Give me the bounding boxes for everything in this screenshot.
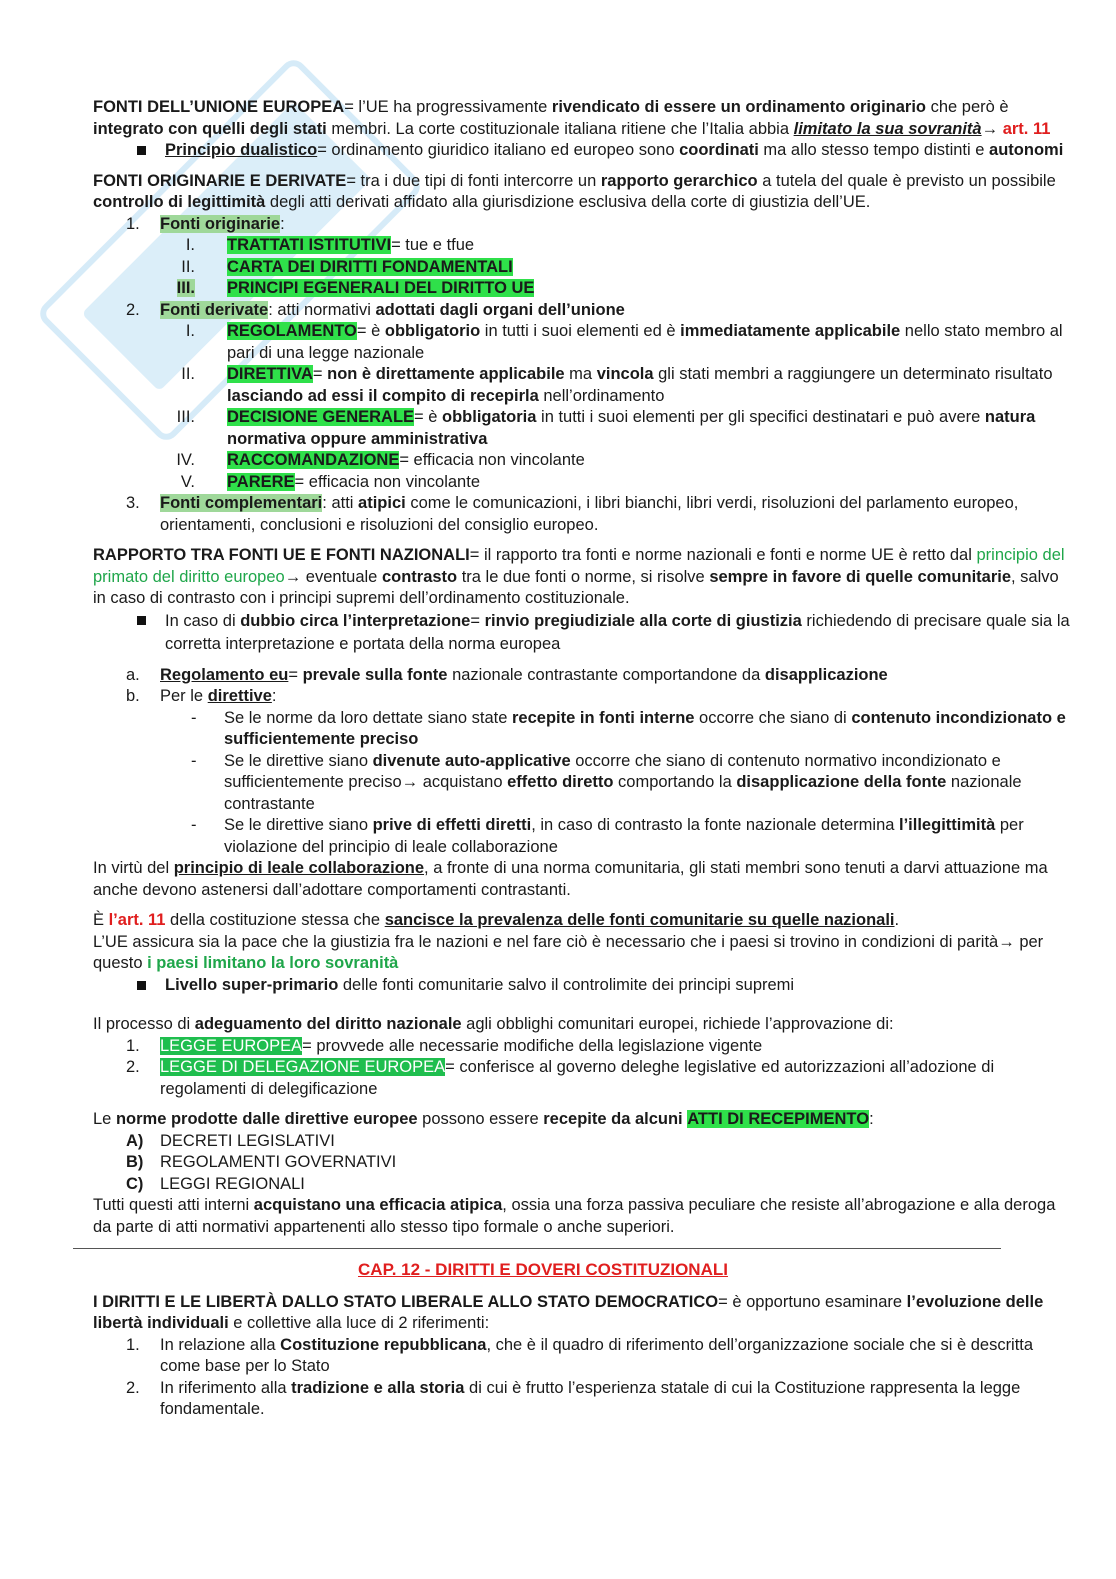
text: In riferimento alla [160, 1378, 292, 1397]
text: sempre in favore di quelle comunitarie [709, 567, 1012, 586]
text: l’illegittimità [899, 816, 996, 834]
text: Se le norme da loro dettate siano state [224, 708, 513, 727]
text: nazionale contrastante comportandone da [447, 665, 765, 684]
text: immediatamente applicabile [680, 322, 901, 340]
text: richiedendo di precisare quale sia la corretta interpretazione e portata della norma europea [165, 611, 1070, 653]
list-item [93, 450, 1073, 472]
bullet-item [93, 610, 1073, 656]
list-number: II. [181, 365, 195, 383]
list-item [93, 1036, 1073, 1058]
text: rivendicato di essere un ordinamento originario [551, 98, 926, 116]
text: = efficacia non vincolante [294, 472, 480, 491]
list-item [93, 1335, 1073, 1378]
text: . [894, 911, 900, 929]
list-item [93, 472, 1073, 494]
text: , salvo in caso di contrasto con i principi supremi dell’ordinamento costituzionale. [93, 567, 1059, 607]
text: PRINCIPI EGENERALI DEL DIRITTO UE [227, 279, 535, 297]
text: = conferisce al governo deleghe legislative ed autorizzazioni all’adozione di regolamenti di delegificazione [160, 1058, 995, 1098]
list-item [93, 493, 1073, 536]
text: come le comunicazioni, i libri bianchi, libri verdi, risoluzioni del parlamento europeo, orientamenti, conclusioni e risoluzioni del consiglio europeo. [160, 494, 1019, 534]
list-item [93, 1378, 1073, 1421]
horizontal-divider [73, 1248, 1001, 1249]
text: nell’ordinamento [538, 386, 665, 405]
text: in tutti i suoi elementi per gli specifici destinatari e può avere [536, 408, 985, 426]
text: disapplicazione [764, 665, 888, 684]
text: direttive [207, 687, 272, 705]
article-ref: l’art. 11 [108, 911, 166, 929]
list-item [93, 1174, 1073, 1196]
text: divenute auto-applicative [372, 751, 571, 770]
list-number: 1. [126, 1335, 140, 1354]
text: REGOLAMENTI GOVERNATIVI [160, 1153, 397, 1171]
paragraph-leale-collaborazione [93, 858, 1073, 901]
text: prive di effetti diretti [372, 816, 532, 834]
text: Fonti complementari [160, 494, 323, 512]
text: Regolamento eu [160, 665, 289, 684]
text: comportando la [613, 773, 737, 791]
dash-item [93, 708, 1073, 751]
text: non è direttamente applicabile [327, 365, 565, 383]
text: recepite in fonti interne [512, 708, 695, 727]
text: , ossia una forza passiva peculiare che resiste all’abrogazione e alla deroga da parte di atti normativi appartenenti allo stesso tipo formale o anche superiori. [93, 1196, 1056, 1236]
text: autonomi [989, 141, 1064, 159]
text: = il rapporto tra fonti e norme nazionali e fonti e norme UE è retto dal [469, 546, 977, 564]
list-item [93, 364, 1073, 407]
text: adeguamento del diritto nazionale [194, 1015, 462, 1033]
text: coordinati [679, 141, 759, 159]
list-item [93, 300, 1073, 322]
text: TRATTATI ISTITUTIVI [227, 236, 392, 254]
paragraph-ue-pace [93, 932, 1073, 975]
text: In relazione alla [160, 1335, 281, 1354]
text: l’evoluzione delle libertà individuali [93, 1292, 1044, 1332]
text: occorre che siano di contenuto normativo incondizionato e sufficientemente preciso→ acquistano [224, 751, 1001, 791]
list-number: IV. [176, 451, 195, 469]
paragraph-efficacia-atipica [93, 1195, 1073, 1238]
text: atipici [358, 494, 406, 512]
list-item [93, 214, 1073, 236]
text: ma [564, 365, 597, 383]
text: i paesi limitano la loro sovranità [147, 954, 399, 972]
paragraph-fonti-ue [93, 97, 1073, 140]
text: Costituzione repubblicana [280, 1335, 487, 1354]
paragraph-diritti-liberta [93, 1292, 1073, 1335]
text: , in caso di contrasto la fonte nazionale determina [531, 816, 900, 834]
list-number: 2. [126, 1378, 140, 1397]
list-item [93, 235, 1073, 257]
text: Tutti questi atti interni [93, 1196, 254, 1214]
text: membri. La corte costituzionale italiana ritiene che l’Italia abbia [326, 119, 794, 138]
list-number: 1. [126, 214, 140, 233]
text: vincola [596, 365, 654, 383]
list-letter: b. [126, 687, 140, 705]
list-item [93, 1057, 1073, 1100]
list-number: 2. [126, 1058, 140, 1076]
paragraph-fonti-originarie [93, 171, 1073, 214]
list-item [93, 1152, 1073, 1174]
list-number: 3. [126, 494, 140, 512]
text: che però è [926, 98, 1009, 116]
list-item [93, 257, 1073, 279]
text: e collettive alla luce di 2 riferimenti: [228, 1314, 490, 1332]
dash: - [191, 751, 197, 770]
text: sancisce la prevalenza delle fonti comunitarie su quelle nazionali [384, 911, 895, 929]
text: contenuto incondizionato e sufficientemente preciso [224, 708, 1066, 748]
text: contrasto [381, 567, 458, 586]
paragraph-adeguamento [93, 1014, 1073, 1036]
text: Il processo di [93, 1015, 195, 1033]
text: Se le direttive siano [224, 816, 373, 834]
text: acquistano una efficacia atipica [253, 1196, 503, 1214]
bullet-item [93, 140, 1073, 162]
text: norme prodotte dalle direttive europee [115, 1110, 418, 1128]
dash: - [191, 816, 197, 834]
text: principio di leale collaborazione [173, 859, 425, 877]
text: RACCOMANDAZIONE [227, 451, 400, 469]
bullet-item [93, 975, 1073, 997]
paragraph-rapporto [93, 545, 1073, 610]
paragraph-art11 [93, 910, 1073, 932]
text: = è [414, 408, 443, 426]
text: = provvede alle necessarie modifiche della legislazione vigente [302, 1036, 763, 1055]
square-bullet-icon [93, 975, 165, 997]
list-letter: A) [126, 1131, 144, 1150]
text: : atti normativi [268, 300, 376, 319]
text: recepite da alcuni [543, 1110, 683, 1128]
text: = l’UE ha progressivamente [344, 98, 552, 116]
text: Fonti originarie [160, 214, 281, 233]
text: di cui è frutto l’esperienza statale di cui la Costituzione rappresenta la legge fondamentale. [160, 1378, 1021, 1418]
chapter-title-text: CAP. 12 - DIRITTI E DOVERI COSTITUZIONALI [358, 1260, 728, 1279]
text: per violazione del principio di leale collaborazione [224, 816, 1024, 856]
term-heading: RAPPORTO TRA FONTI UE E FONTI NAZIONALI [93, 546, 470, 564]
text: È [93, 911, 109, 929]
text: lasciando ad essi il compito di recepirla [227, 386, 539, 405]
text: = tra i due tipi di fonti intercorre un [346, 171, 601, 190]
list-number: III. [176, 279, 195, 297]
text: : atti [322, 494, 359, 512]
text: LEGGI REGIONALI [160, 1174, 305, 1193]
square-bullet-icon [93, 140, 165, 162]
list-letter: a. [126, 665, 140, 684]
text: = [470, 611, 485, 630]
text: disapplicazione della fonte [736, 773, 947, 791]
text: Principio dualistico [165, 141, 318, 159]
text: occorre che siano di [694, 708, 852, 727]
text: : [280, 214, 285, 233]
text: Per le [160, 687, 208, 705]
article-ref: art. 11 [1002, 119, 1051, 138]
text: obbligatoria [442, 408, 537, 426]
text: = ordinamento giuridico italiano ed europeo sono [317, 141, 680, 159]
document-page [93, 97, 1073, 1421]
chapter-title [93, 1259, 993, 1282]
list-number: V. [180, 472, 195, 491]
text: ATTI DI RECEPIMENTO [687, 1110, 870, 1128]
text: CARTA DEI DIRITTI FONDAMENTALI [227, 257, 513, 276]
text: natura normativa oppure amministrativa [227, 408, 1036, 448]
square-bullet-icon [93, 610, 165, 656]
list-item [93, 1131, 1073, 1153]
list-number: III. [176, 408, 195, 426]
text: LEGGE EUROPEA [160, 1036, 303, 1055]
text: integrato con quelli degli stati [93, 119, 327, 138]
text: , che è il quadro di riferimento dell’organizzazione sociale che si è descritta come base per lo Stato [160, 1335, 1034, 1375]
list-number: 2. [126, 300, 140, 319]
text: nello stato membro al pari di una legge nazionale [227, 322, 1063, 362]
list-number: II. [181, 257, 195, 276]
text: prevale sulla fonte [302, 665, 448, 684]
dash: - [191, 708, 197, 727]
text: Livello super-primario [165, 975, 339, 994]
list-item [93, 686, 1073, 708]
text: → eventuale [284, 567, 382, 586]
text: possono essere [417, 1110, 544, 1128]
text: della costituzione stessa che [165, 911, 385, 929]
text: : [271, 687, 277, 705]
text: = è opportuno esaminare [718, 1292, 907, 1311]
text: in tutti i suoi elementi ed è [480, 322, 681, 340]
arrow: → [981, 119, 1003, 138]
text: obbligatorio [384, 322, 481, 340]
list-number: I. [185, 322, 195, 340]
text: tra le due fonti o norme, si risolve [457, 567, 710, 586]
dash-item [93, 815, 1073, 858]
text: In virtù del [93, 859, 174, 877]
term-heading: I DIRITTI E LE LIBERTÀ DALLO STATO LIBERALE ALLO STATO DEMOCRATICO [93, 1292, 719, 1311]
list-letter: C) [126, 1174, 144, 1193]
text: = [288, 665, 303, 684]
list-number-wrap [93, 278, 227, 300]
list-number: I. [185, 236, 195, 254]
text: controllo di legittimità [93, 193, 266, 211]
text: Fonti derivate [160, 300, 269, 319]
paragraph-recepimento [93, 1109, 1073, 1131]
text: L’UE assicura sia la pace che la giustizia fra le nazioni e nel fare ciò è necessario che i paesi si trovino in condizioni di parità→ per questo [93, 932, 1044, 972]
text: PARERE [227, 472, 295, 491]
list-item [93, 407, 1073, 450]
text: gli stati membri a raggiungere un determinato risultato [653, 365, 1053, 383]
text: Le [93, 1110, 116, 1128]
list-item [93, 321, 1073, 364]
text: Se le direttive siano [224, 751, 373, 770]
list-letter: B) [126, 1153, 144, 1171]
term-heading: FONTI DELL’UNIONE EUROPEA [93, 98, 345, 116]
text: delle fonti comunitarie salvo il controlimite dei principi supremi [338, 975, 795, 994]
text: DECISIONE GENERALE [227, 408, 415, 426]
text: agli obblighi comunitari europei, richiede l’approvazione di: [461, 1015, 894, 1033]
list-item [93, 278, 1073, 300]
text: effetto diretto [507, 773, 614, 791]
text: dubbio circa l’interpretazione [240, 611, 471, 630]
text: nazionale contrastante [224, 773, 1022, 813]
text: a tutela del quale è previsto un possibile [757, 171, 1056, 190]
text: principio del primato del diritto europeo [93, 546, 1065, 586]
text: : [869, 1110, 874, 1128]
text: , a fronte di una norma comunitaria, gli stati membri sono tenuti a darvi attuazione ma anche devono astenersi dall’adottare comportamenti contrastanti. [93, 859, 1048, 899]
text: In caso di [165, 611, 241, 630]
list-item [93, 665, 1073, 687]
list-number: 1. [126, 1036, 140, 1055]
text: tradizione e alla storia [291, 1378, 465, 1397]
text: ma allo stesso tempo distinti e [758, 141, 990, 159]
text: = efficacia non vincolante [399, 451, 585, 469]
text: = è [356, 322, 385, 340]
text: rinvio pregiudiziale alla corte di giustizia [484, 611, 802, 630]
text: REGOLAMENTO [227, 322, 357, 340]
dash-item [93, 751, 1073, 816]
text: LEGGE DI DELEGAZIONE EUROPEA [160, 1058, 446, 1076]
text: DECRETI LEGISLATIVI [160, 1131, 335, 1150]
text: degli atti derivati affidato alla giurisdizione esclusiva della corte di giustizia dell’UE. [265, 193, 871, 211]
text: limitato la sua sovranità [793, 119, 982, 138]
text: DIRETTIVA [227, 365, 313, 383]
text: = tue e tfue [391, 236, 475, 254]
text: adottati dagli organi dell’unione [375, 300, 625, 319]
text: = [312, 365, 328, 383]
text: rapporto gerarchico [600, 171, 758, 190]
term-heading: FONTI ORIGINARIE E DERIVATE [93, 171, 347, 190]
